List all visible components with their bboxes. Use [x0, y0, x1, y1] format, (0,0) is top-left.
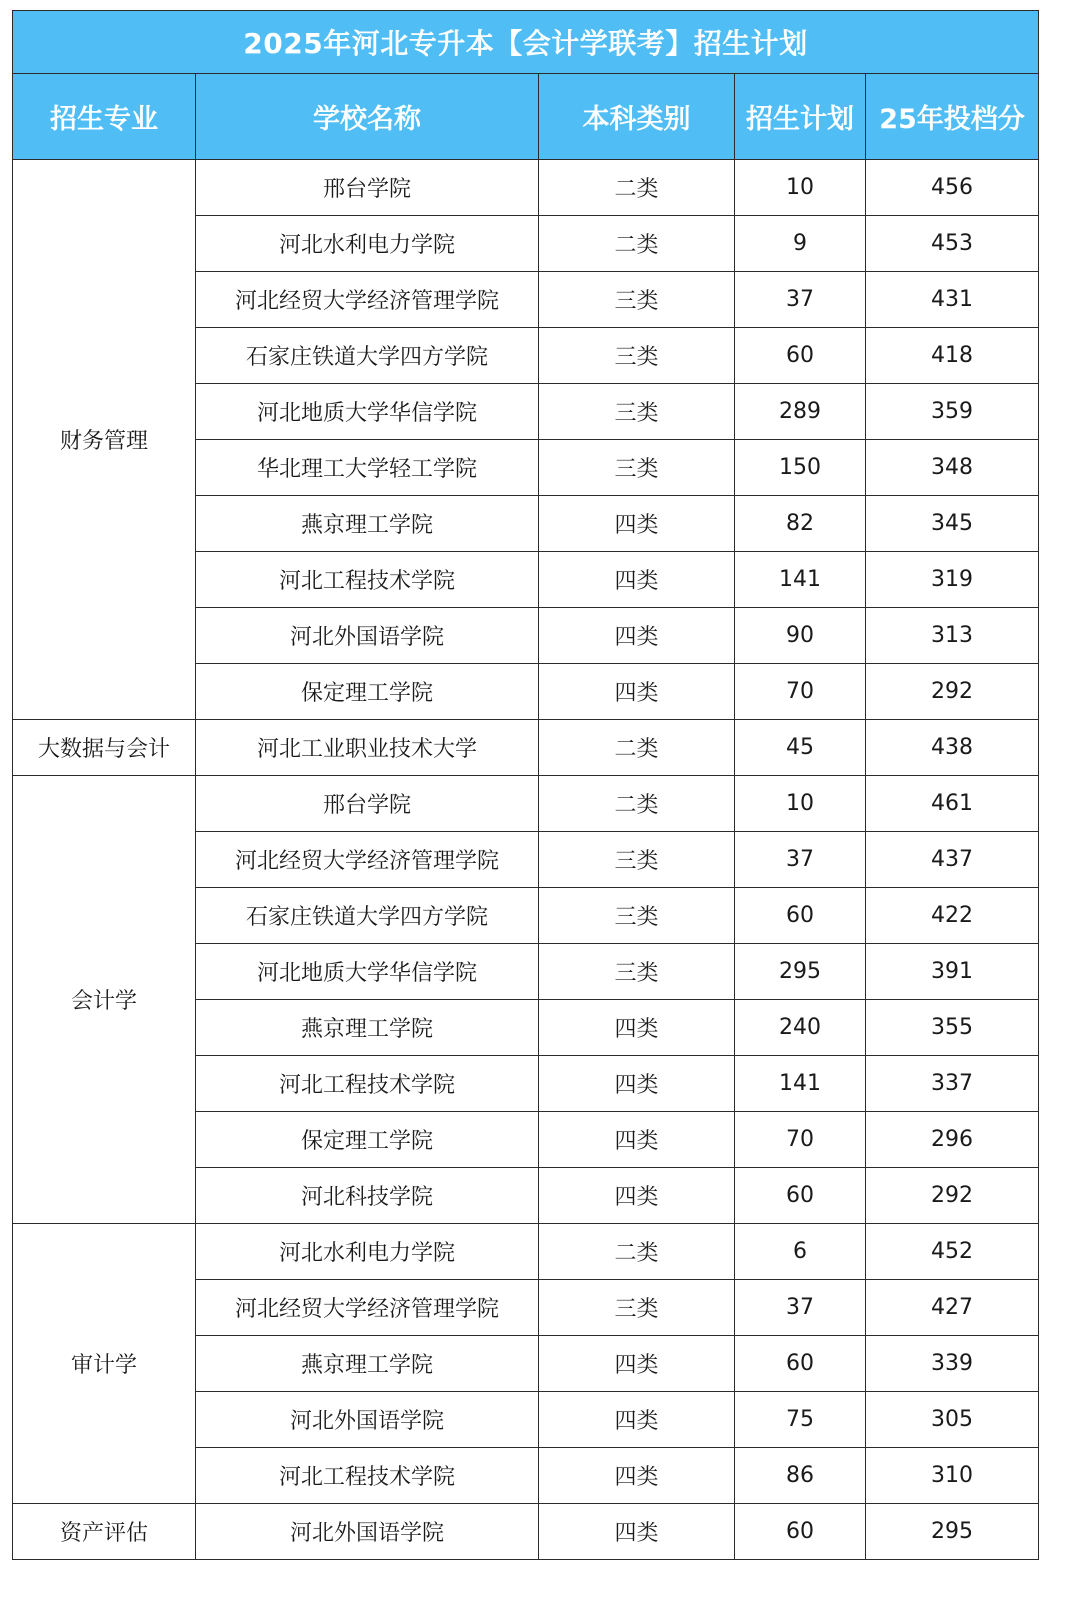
plan-count-cell: 60	[735, 1336, 866, 1392]
category-cell: 四类	[539, 1392, 735, 1448]
score-cell: 418	[866, 328, 1039, 384]
table-row	[13, 776, 1039, 832]
plan-count-cell: 90	[735, 608, 866, 664]
plan-count-cell: 82	[735, 496, 866, 552]
plan-count-cell: 37	[735, 1280, 866, 1336]
category-cell: 四类	[539, 1448, 735, 1504]
school-name-cell: 河北外国语学院	[196, 1504, 539, 1560]
school-name-cell: 河北经贸大学经济管理学院	[196, 272, 539, 328]
school-name-cell: 河北地质大学华信学院	[196, 384, 539, 440]
table-body	[13, 160, 1039, 1560]
plan-count-cell: 295	[735, 944, 866, 1000]
plan-count-cell: 141	[735, 552, 866, 608]
score-cell: 292	[866, 1168, 1039, 1224]
category-cell: 四类	[539, 1504, 735, 1560]
table-row	[13, 160, 1039, 216]
score-cell: 313	[866, 608, 1039, 664]
category-cell: 三类	[539, 1280, 735, 1336]
score-cell: 456	[866, 160, 1039, 216]
header-major: 招生专业	[13, 74, 196, 160]
score-cell: 296	[866, 1112, 1039, 1168]
school-name-cell: 河北工程技术学院	[196, 1448, 539, 1504]
score-cell: 422	[866, 888, 1039, 944]
category-cell: 三类	[539, 832, 735, 888]
school-name-cell: 河北水利电力学院	[196, 216, 539, 272]
category-cell: 三类	[539, 384, 735, 440]
category-cell: 四类	[539, 608, 735, 664]
school-name-cell: 石家庄铁道大学四方学院	[196, 328, 539, 384]
major-cell: 会计学	[13, 776, 196, 1224]
plan-count-cell: 289	[735, 384, 866, 440]
category-cell: 二类	[539, 160, 735, 216]
school-name-cell: 保定理工学院	[196, 1112, 539, 1168]
score-cell: 292	[866, 664, 1039, 720]
score-cell: 431	[866, 272, 1039, 328]
major-cell: 大数据与会计	[13, 720, 196, 776]
table-row	[13, 1224, 1039, 1280]
school-name-cell: 邢台学院	[196, 776, 539, 832]
category-cell: 二类	[539, 776, 735, 832]
score-cell: 452	[866, 1224, 1039, 1280]
plan-count-cell: 6	[735, 1224, 866, 1280]
score-cell: 310	[866, 1448, 1039, 1504]
school-name-cell: 河北水利电力学院	[196, 1224, 539, 1280]
category-cell: 四类	[539, 664, 735, 720]
category-cell: 三类	[539, 272, 735, 328]
plan-count-cell: 70	[735, 664, 866, 720]
score-cell: 359	[866, 384, 1039, 440]
score-cell: 337	[866, 1056, 1039, 1112]
school-name-cell: 燕京理工学院	[196, 496, 539, 552]
school-name-cell: 河北工程技术学院	[196, 552, 539, 608]
table-title: 2025年河北专升本【会计学联考】招生计划	[13, 11, 1039, 74]
school-name-cell: 石家庄铁道大学四方学院	[196, 888, 539, 944]
plan-count-cell: 45	[735, 720, 866, 776]
score-cell: 339	[866, 1336, 1039, 1392]
plan-count-cell: 37	[735, 832, 866, 888]
category-cell: 四类	[539, 1000, 735, 1056]
plan-count-cell: 141	[735, 1056, 866, 1112]
score-cell: 295	[866, 1504, 1039, 1560]
header-enrollment-plan: 招生计划	[735, 74, 866, 160]
plan-count-cell: 60	[735, 1504, 866, 1560]
school-name-cell: 河北地质大学华信学院	[196, 944, 539, 1000]
category-cell: 二类	[539, 216, 735, 272]
school-name-cell: 华北理工大学轻工学院	[196, 440, 539, 496]
score-cell: 461	[866, 776, 1039, 832]
plan-count-cell: 10	[735, 776, 866, 832]
plan-count-cell: 10	[735, 160, 866, 216]
category-cell: 三类	[539, 944, 735, 1000]
header-school-name: 学校名称	[196, 74, 539, 160]
major-cell: 财务管理	[13, 160, 196, 720]
plan-count-cell: 60	[735, 1168, 866, 1224]
header-admission-score: 25年投档分	[866, 74, 1039, 160]
category-cell: 二类	[539, 1224, 735, 1280]
enrollment-plan-table-container	[12, 10, 1038, 1560]
school-name-cell: 河北经贸大学经济管理学院	[196, 832, 539, 888]
school-name-cell: 燕京理工学院	[196, 1000, 539, 1056]
major-cell: 审计学	[13, 1224, 196, 1504]
school-name-cell: 河北科技学院	[196, 1168, 539, 1224]
school-name-cell: 河北外国语学院	[196, 1392, 539, 1448]
table-row	[13, 1504, 1039, 1560]
score-cell: 453	[866, 216, 1039, 272]
score-cell: 438	[866, 720, 1039, 776]
header-category: 本科类别	[539, 74, 735, 160]
enrollment-plan-table	[12, 10, 1039, 1560]
plan-count-cell: 60	[735, 328, 866, 384]
plan-count-cell: 60	[735, 888, 866, 944]
score-cell: 391	[866, 944, 1039, 1000]
plan-count-cell: 70	[735, 1112, 866, 1168]
school-name-cell: 河北工业职业技术大学	[196, 720, 539, 776]
plan-count-cell: 9	[735, 216, 866, 272]
category-cell: 三类	[539, 440, 735, 496]
plan-count-cell: 37	[735, 272, 866, 328]
score-cell: 345	[866, 496, 1039, 552]
school-name-cell: 河北工程技术学院	[196, 1056, 539, 1112]
table-row	[13, 720, 1039, 776]
plan-count-cell: 150	[735, 440, 866, 496]
school-name-cell: 邢台学院	[196, 160, 539, 216]
school-name-cell: 河北外国语学院	[196, 608, 539, 664]
school-name-cell: 河北经贸大学经济管理学院	[196, 1280, 539, 1336]
score-cell: 305	[866, 1392, 1039, 1448]
plan-count-cell: 75	[735, 1392, 866, 1448]
category-cell: 四类	[539, 496, 735, 552]
category-cell: 四类	[539, 552, 735, 608]
category-cell: 四类	[539, 1056, 735, 1112]
plan-count-cell: 86	[735, 1448, 866, 1504]
category-cell: 二类	[539, 720, 735, 776]
category-cell: 四类	[539, 1168, 735, 1224]
category-cell: 四类	[539, 1336, 735, 1392]
score-cell: 348	[866, 440, 1039, 496]
category-cell: 三类	[539, 328, 735, 384]
score-cell: 437	[866, 832, 1039, 888]
major-cell: 资产评估	[13, 1504, 196, 1560]
plan-count-cell: 240	[735, 1000, 866, 1056]
score-cell: 319	[866, 552, 1039, 608]
school-name-cell: 燕京理工学院	[196, 1336, 539, 1392]
score-cell: 355	[866, 1000, 1039, 1056]
school-name-cell: 保定理工学院	[196, 664, 539, 720]
category-cell: 三类	[539, 888, 735, 944]
category-cell: 四类	[539, 1112, 735, 1168]
score-cell: 427	[866, 1280, 1039, 1336]
